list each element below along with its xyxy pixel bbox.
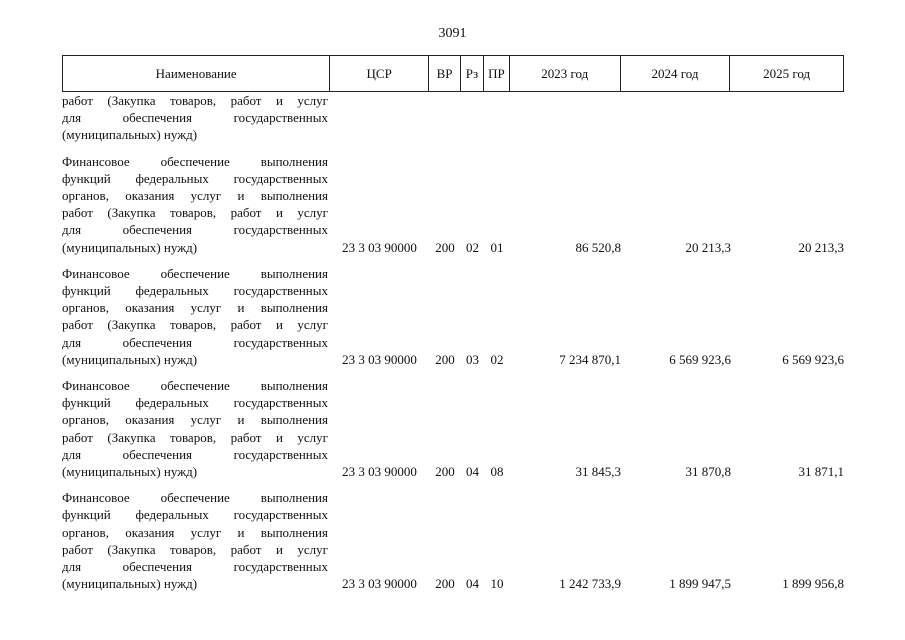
row-name-line: работ (Закупка товаров, работ и услуг xyxy=(62,429,328,445)
row-name xyxy=(62,92,330,144)
header-2023: 2023 год xyxy=(510,56,621,91)
row-name-line: функций федеральных государственных xyxy=(62,170,328,186)
row-2024: 1 899 947,5 xyxy=(669,576,731,592)
row-name xyxy=(62,489,330,592)
row-csr: 23 3 03 90000 xyxy=(342,239,417,255)
row-csr: 23 3 03 90000 xyxy=(342,351,417,367)
row-name-line: (муниципальных) нужд) xyxy=(62,239,198,255)
row-name-line: (муниципальных) нужд) xyxy=(62,576,198,592)
row-2025: 20 213,3 xyxy=(798,239,844,255)
row-2025: 1 899 956,8 xyxy=(782,576,844,592)
row-pr: 01 xyxy=(490,239,504,255)
row-2024: 31 870,8 xyxy=(685,464,731,480)
row-vr: 200 xyxy=(435,464,455,480)
header-vr: ВР xyxy=(429,56,461,91)
row-2024: 20 213,3 xyxy=(685,239,731,255)
row-name xyxy=(62,153,330,256)
row-name-line: Финансовое обеспечение выполнения xyxy=(62,490,328,506)
table-body xyxy=(62,92,844,601)
row-name-line: (муниципальных) нужд) xyxy=(62,351,198,367)
row-2023: 7 234 870,1 xyxy=(559,351,621,367)
table-header xyxy=(62,55,844,92)
row-name-line: функций федеральных государственных xyxy=(62,507,328,523)
row-name xyxy=(62,265,330,368)
row-rz: 04 xyxy=(466,464,479,480)
table-row xyxy=(62,153,844,256)
row-2024: 6 569 923,6 xyxy=(669,351,731,367)
row-rz: 04 xyxy=(466,576,479,592)
row-name-line: органов, оказания услуг и выполнения xyxy=(62,524,328,540)
row-2023: 1 242 733,9 xyxy=(559,576,621,592)
row-name-line: Финансовое обеспечение выполнения xyxy=(62,378,328,394)
row-csr: 23 3 03 90000 xyxy=(342,464,417,480)
row-name xyxy=(62,377,330,480)
row-name-line: для обеспечения государственных xyxy=(62,559,328,575)
table-row xyxy=(62,377,844,480)
header-csr: ЦСР xyxy=(330,56,429,91)
row-pr: 02 xyxy=(490,351,504,367)
row-2023: 31 845,3 xyxy=(575,464,621,480)
row-name-line: работ (Закупка товаров, работ и услуг xyxy=(62,93,328,108)
header-name: Наименование xyxy=(63,56,330,91)
page-number: 3091 xyxy=(438,26,467,41)
row-2025: 31 871,1 xyxy=(798,464,844,480)
header-2025: 2025 год xyxy=(763,65,811,81)
row-name-line: для обеспечения государственных xyxy=(62,334,328,350)
row-name-line: Финансовое обеспечение выполнения xyxy=(62,265,328,281)
row-vr: 200 xyxy=(435,351,455,367)
row-2023: 86 520,8 xyxy=(575,239,621,255)
row-name-line: работ (Закупка товаров, работ и услуг xyxy=(62,541,328,557)
row-name-line: для обеспечения государственных xyxy=(62,222,328,238)
table-row xyxy=(62,92,844,144)
row-name-line: работ (Закупка товаров, работ и услуг xyxy=(62,205,328,221)
table-row xyxy=(62,489,844,592)
row-rz: 03 xyxy=(466,351,479,367)
row-name-line: органов, оказания услуг и выполнения xyxy=(62,300,328,316)
row-name-line: Финансовое обеспечение выполнения xyxy=(62,153,328,169)
header-2024: 2024 год xyxy=(621,56,731,91)
row-name-line: (муниципальных) нужд) xyxy=(62,127,198,143)
row-vr: 200 xyxy=(435,239,455,255)
row-name-line: для обеспечения государственных xyxy=(62,446,328,462)
row-name-line: органов, оказания услуг и выполнения xyxy=(62,188,328,204)
header-rz: Рз xyxy=(461,56,484,91)
row-name-line: для обеспечения государственных xyxy=(62,110,328,126)
row-vr: 200 xyxy=(435,576,455,592)
row-csr: 23 3 03 90000 xyxy=(342,576,417,592)
row-name-line: работ (Закупка товаров, работ и услуг xyxy=(62,317,328,333)
row-pr: 08 xyxy=(490,464,504,480)
row-rz: 02 xyxy=(466,239,479,255)
row-name-line: органов, оказания услуг и выполнения xyxy=(62,412,328,428)
row-2025: 6 569 923,6 xyxy=(782,351,844,367)
header-pr: ПР xyxy=(484,56,510,91)
row-pr: 10 xyxy=(490,576,504,592)
row-name-line: (муниципальных) нужд) xyxy=(62,464,198,480)
table-row xyxy=(62,265,844,368)
row-name-line: функций федеральных государственных xyxy=(62,283,328,299)
row-name-line: функций федеральных государственных xyxy=(62,395,328,411)
